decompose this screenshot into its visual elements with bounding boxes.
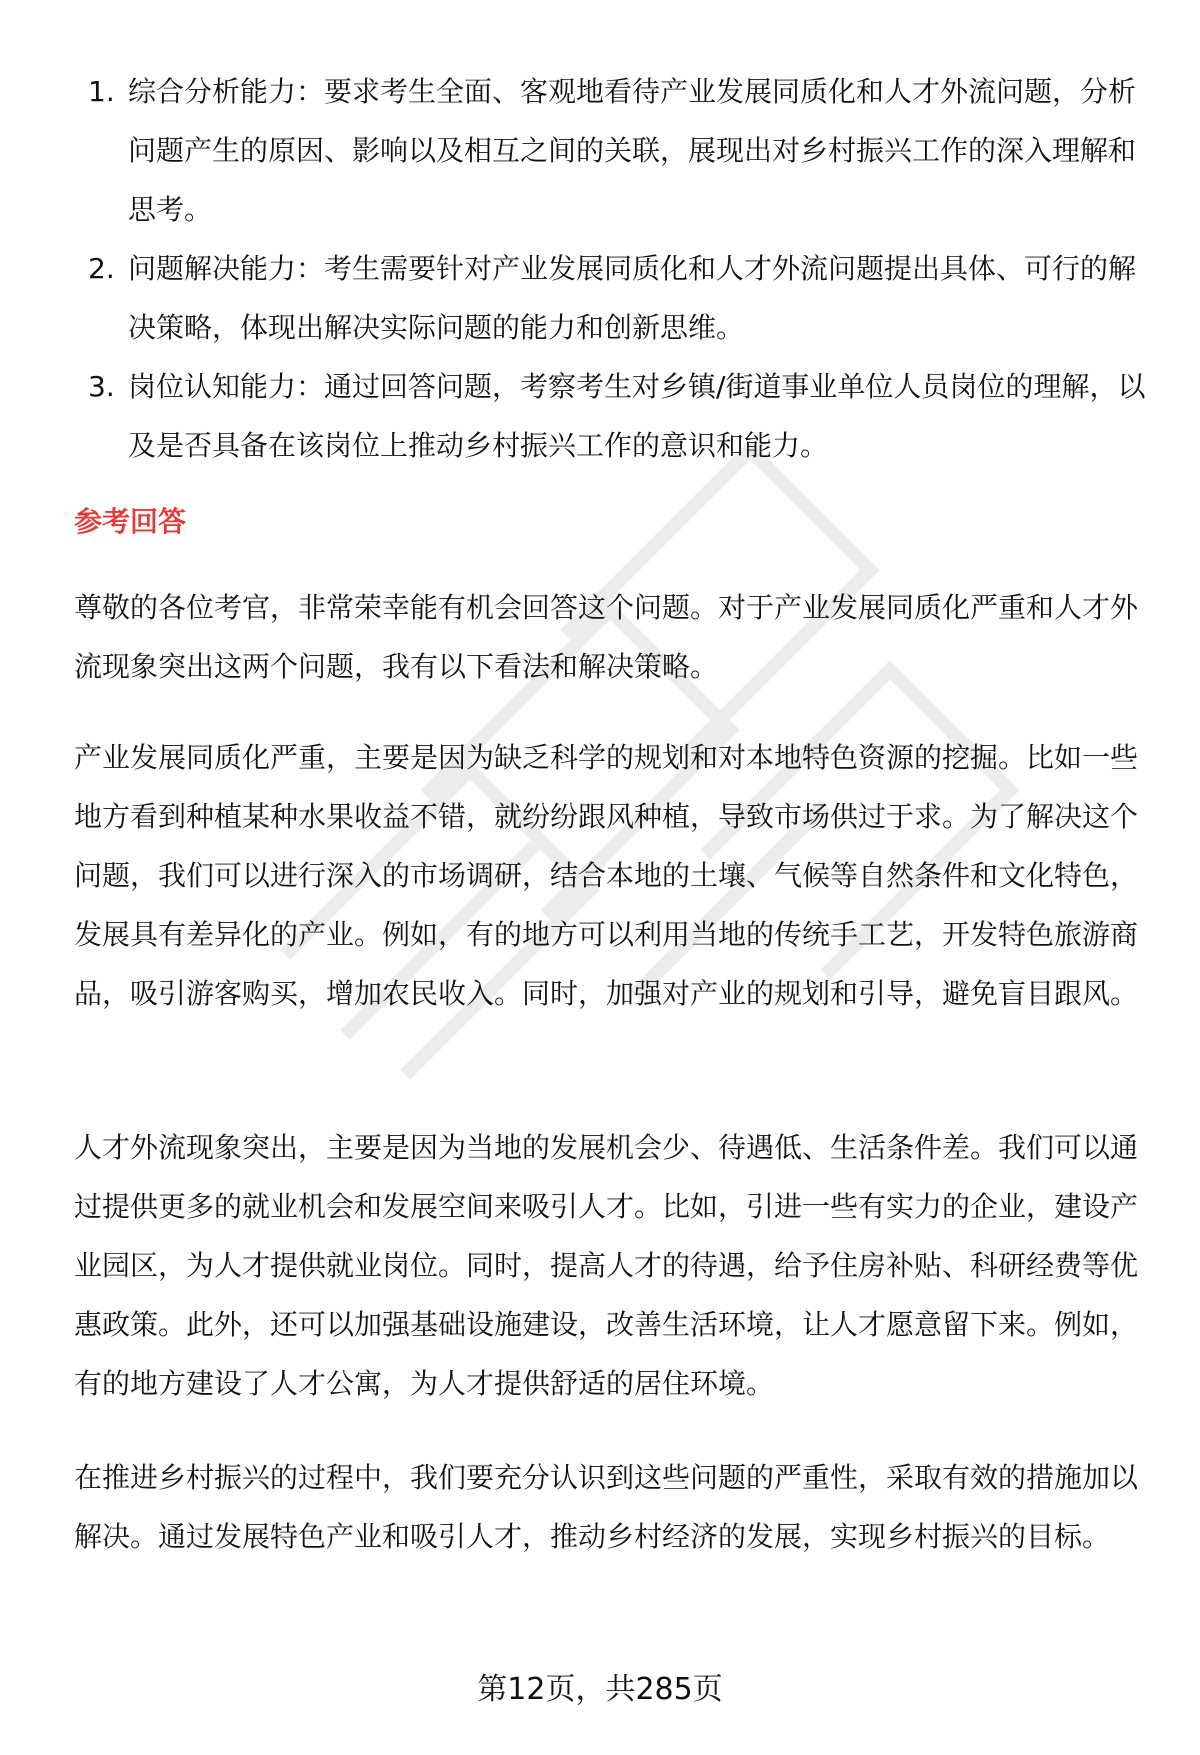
answer-paragraph: 在推进乡村振兴的过程中，我们要充分认识到这些问题的严重性，采取有效的措施加以解决。通过发展特色产业和吸引人才，推动乡村经济的发展，实现乡村振兴的目标。 xyxy=(74,1461,1139,1553)
list-item xyxy=(74,62,1154,239)
list-item xyxy=(74,239,1154,357)
list-item-text: 问题解决能力：考生需要针对产业发展同质化和人才外流问题提出具体、可行的解决策略，体现出解决实际问题的能力和创新思维。 xyxy=(128,252,1137,344)
list-item-number: 1. xyxy=(88,75,115,108)
answer-heading: 参考回答 xyxy=(74,505,187,538)
list-item-number: 3. xyxy=(88,370,115,403)
criteria-list xyxy=(74,62,1154,475)
list-item xyxy=(74,357,1154,475)
answer-paragraph: 产业发展同质化严重，主要是因为缺乏科学的规划和对本地特色资源的挖掘。比如一些地方看到种植某种水果收益不错，就纷纷跟风种植，导致市场供过于求。为了解决这个问题，我们可以进行深入的市场调研，结合本地的土壤、气候等自然条件和文化特色，发展具有差异化的产业。例如，有的地方可以利用当地的传统手工艺，开发特色旅游商品，吸引游客购买，增加农民收入。同时，加强对产业的规划和引导，避免盲目跟风。 xyxy=(74,741,1139,1010)
answer-paragraph: 人才外流现象突出，主要是因为当地的发展机会少、待遇低、生活条件差。我们可以通过提供更多的就业机会和发展空间来吸引人才。比如，引进一些有实力的企业，建设产业园区，为人才提供就业岗位。同时，提高人才的待遇，给予住房补贴、科研经费等优惠政策。此外，还可以加强基础设施建设，改善生活环境，让人才愿意留下来。例如，有的地方建设了人才公寓，为人才提供舒适的居住环境。 xyxy=(74,1131,1139,1400)
list-item-number: 2. xyxy=(88,252,115,285)
answer-paragraph: 尊敬的各位考官，非常荣幸能有机会回答这个问题。对于产业发展同质化严重和人才外流现象突出这两个问题，我有以下看法和解决策略。 xyxy=(74,591,1139,683)
list-item-text: 岗位认知能力：通过回答问题，考察考生对乡镇/街道事业单位人员岗位的理解，以及是否具备在该岗位上推动乡村振兴工作的意识和能力。 xyxy=(128,370,1146,462)
page-number-footer: 第12页，共285页 xyxy=(477,1672,723,1707)
list-item-text: 综合分析能力：要求考生全面、客观地看待产业发展同质化和人才外流问题，分析问题产生的原因、影响以及相互之间的关联，展现出对乡村振兴工作的深入理解和思考。 xyxy=(128,75,1137,226)
